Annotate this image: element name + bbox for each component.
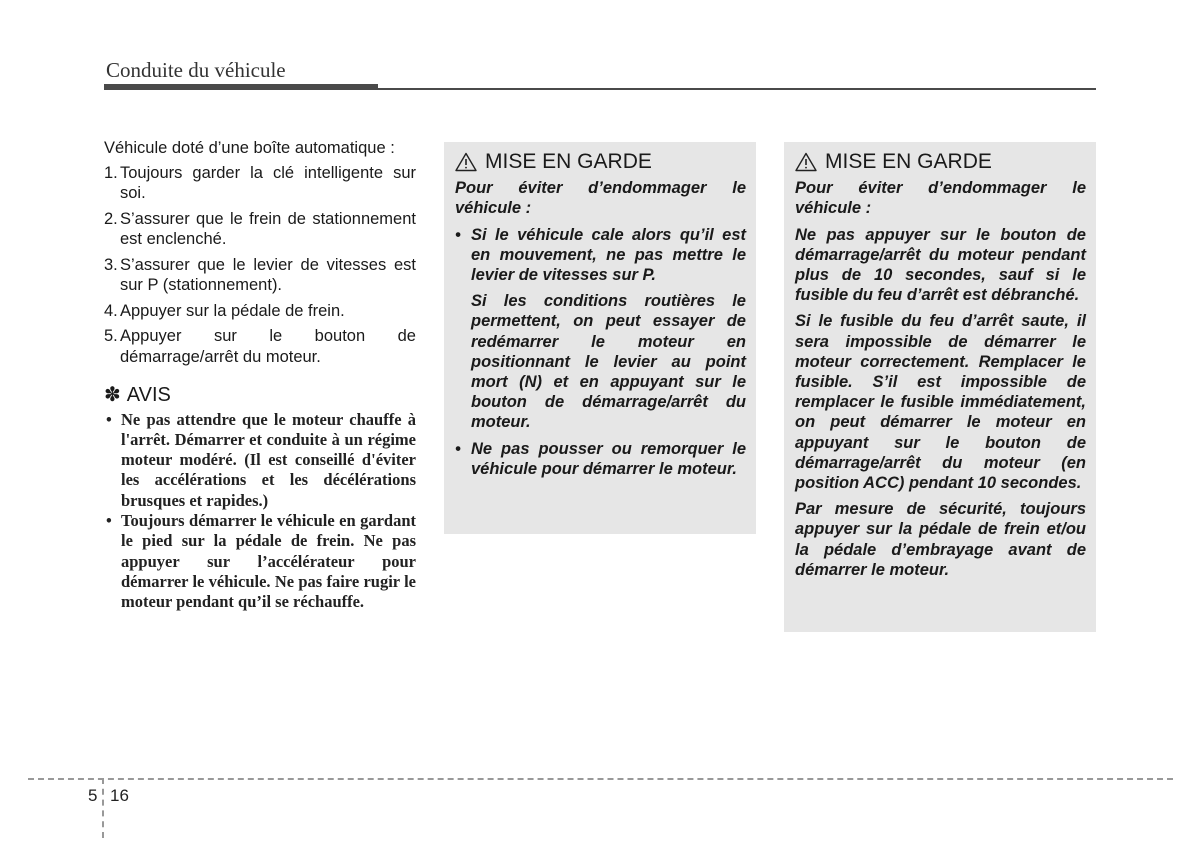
warning-heading (455, 152, 746, 172)
warning-intro: Pour éviter d’endommager le véhicule : (795, 179, 1086, 218)
step-number: 3. (104, 255, 118, 274)
section-number: 5 (88, 786, 98, 805)
warning-intro: Pour éviter d’endommager le véhicule : (455, 179, 746, 218)
step-number: 5. (104, 327, 118, 345)
warning-heading-text: MISE EN GARDE (825, 150, 992, 173)
footer-divider (102, 778, 104, 838)
procedure-step (104, 163, 416, 204)
warning-item-continuation: Si les conditions routières le permettent, on peut essayer de redémarrer le moteur en positionnant le levier au point mort (N) et en appuyant sur le bouton de démarrage/arrêt du moteur. (471, 292, 746, 432)
warning-paragraph: Par mesure de sécurité, toujours appuyer sur la pédale de frein et/ou la pédale d’embrayage avant de démarrer le moteur. (795, 500, 1086, 579)
avis-heading-text: AVIS (126, 384, 171, 406)
avis-heading (104, 385, 416, 406)
warning-triangle-icon (455, 152, 477, 172)
warning-triangle-icon (795, 152, 817, 172)
avis-item (104, 511, 416, 612)
step-number: 2. (104, 209, 118, 228)
section-title: Conduite du véhicule (106, 58, 286, 82)
warning-item (455, 439, 746, 479)
header-rule-thick (104, 84, 378, 90)
procedure-step (104, 209, 416, 250)
procedure-step (104, 326, 416, 367)
step-number: 1. (104, 163, 118, 182)
avis-list (104, 410, 416, 613)
bullet-icon: • (106, 510, 112, 530)
step-text: Appuyer sur la pédale de frein. (120, 301, 345, 320)
warning-box-2 (784, 142, 1096, 632)
warning-list (455, 225, 746, 479)
step-number: 4. (104, 301, 118, 320)
page-number: 16 (110, 786, 129, 805)
footer-rule (28, 778, 1173, 780)
bullet-icon: • (455, 225, 461, 244)
step-text: Appuyer sur le bouton de démarrage/arrêt du moteur. (120, 327, 416, 366)
left-column (104, 138, 416, 612)
procedure-intro: Véhicule doté d’une boîte automatique : (104, 139, 395, 157)
warning-heading (795, 152, 1086, 172)
warning-item (455, 225, 746, 433)
warning-box-1 (444, 142, 756, 534)
bullet-icon: • (455, 439, 461, 458)
procedure-step (104, 301, 416, 322)
step-text: S’assurer que le frein de stationnement est enclenché. (120, 209, 416, 248)
avis-symbol-icon: ✽ (104, 384, 121, 406)
procedure-step (104, 255, 416, 296)
avis-item-text: Ne pas attendre que le moteur chauffe à l'arrêt. Démarrer et conduite à un régime moteur modéré. (Il est conseillé d'éviter les accélérations et les décélérations brusques et rapides.) (121, 409, 416, 510)
warning-item-text: Si le véhicule cale alors qu’il est en mouvement, ne pas mettre le levier de vitesses sur P. (471, 225, 746, 285)
step-text: S’assurer que le levier de vitesses est sur P (stationnement). (120, 255, 416, 294)
bullet-icon: • (106, 409, 112, 429)
avis-item (104, 410, 416, 511)
step-text: Toujours garder la clé intelligente sur soi. (120, 163, 416, 202)
warning-paragraph: Si le fusible du feu d’arrêt saute, il sera impossible de démarrer le moteur correctement. Remplacer le fusible. S’il est impossible de remplacer le fusible immédiatement, on peut démarrer le moteur en appuyant sur le bouton de démarrage/arrêt du moteur (en position ACC) pendant 10 secondes. (795, 312, 1086, 493)
avis-item-text: Toujours démarrer le véhicule en gardant le pied sur la pédale de frein. Ne pas appuyer sur l’accélérateur pour démarrer le véhicule. Ne pas faire rugir le moteur pendant qu’il se réchauffe. (121, 510, 416, 612)
warning-heading-text: MISE EN GARDE (485, 150, 652, 173)
warning-paragraph: Ne pas appuyer sur le bouton de démarrage/arrêt du moteur pendant plus de 10 secondes, sauf si le fusible du feu d’arrêt est débranché. (795, 225, 1086, 305)
procedure-steps (104, 163, 416, 368)
header-rule-thin (378, 88, 1096, 90)
warning-item-text: Ne pas pousser ou remorquer le véhicule pour démarrer le moteur. (471, 439, 746, 478)
